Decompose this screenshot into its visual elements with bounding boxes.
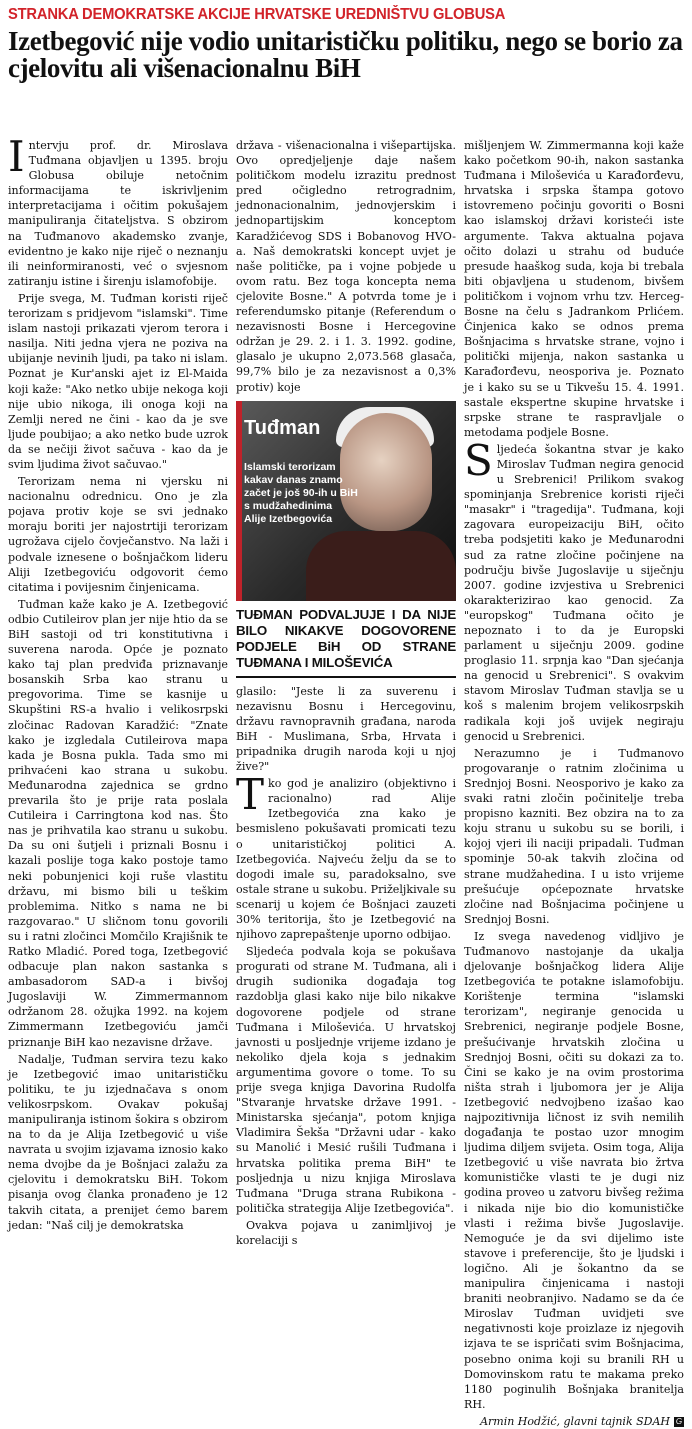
paragraph: Nadalje, Tuđman servira tezu kako je Izetbegović imao unitarističku politiku, te ju izjednačava s onom velikosrpskom. Ovakav pokušaj manipuliranja istinom šokira s obzirom na to da je Alija Izetbegović u više navrata u svojim izjavama iznosio kako nema dvojbe da je Bošnjaci zalažu za cjelovitu i demokratsku BiH. Tokom pisanja ovog članka pronađeno je 12 takvih citata, a prenijet ćemo barem jedan: "Naš cilj je demokratska [8,1052,228,1232]
dropcap: T [236,770,265,820]
headline: Izetbegović nije vodio unitarističku politiku, nego se borio za cjelovitu ali višenacionalnu BiH [8,26,683,83]
paragraph: mišljenjem W. Zimmermanna koji kaže kako početkom 90-ih, nakon sastanka Tuđmana i Miloševića u Karađorđevu, hrvatska i srpska štampa gotovo istovremeno počinju govoriti o Bosni kao islamskoj državi koristeći iste argumente. Takva aktualna pojava očito dolazi u strahu od buduće presude haaškog suda, koja bi trebala biti objavljena u studenom, bivšem političkom i vojnom vrhu tzv. Herceg-Bosne na čelu s Jadrankom Prlićem. Činjenica kako se odnos prema Bošnjacima s hrvatske strane, vojno i politički mijenja, nakon sastanka u Karađorđevu, neosporiva je. Poznato je i kako su se u Tikvešu 15. 4. 1991. sastale ekspertne skupine hrvatske i srpske strane te raspravljale o metodama podjele Bosne. [464,139,684,439]
paragraph: Tuđman kaže kako je A. Izetbegović odbio Cutileirov plan jer nije htio da se BiH sastoji od tri konstitutivna i suverena naroda. Opće je poznato kako taj plan predviđa priznavanje bosanskih Srba kao stranu u pregovorima. Time se kasnije u Skupštini RS-a hvalio i velikosrpski zločinac Radovan Karadžić: "Znate kako je izgledala Cutileirova mapa kada je Bosna pukla. Tada smo mi prihvaćeni kao strana u sukobu. Međunarodna zajednica se grdno prevarila što je prije rata poslala Cutileira i Carringtona kod nas. Što nas je prihvatila kao stranu u sukobu. Da su oni šutjeli i priznali Bosnu i kazali poslije toga kako postoje tamo neki pobunjenici koji ruše vlastitu državu, mi bismo bili u teškim problemima. Nitko s nama ne bi razgovarao." U sličnom tonu govorili su i ratni zločinci Momčilo Krajišnik te Ratko Mladić. Pored toga, Izetbegović odbacuje plan nakon sastanka s ambasadorom SAD-a i bivšoj Jugoslaviji W. Zimmermannom održanom 28. ožujka 1992. na kojem Zimmermann Izetbegoviću jamči priznanje BiH kao nezavisne države. [8,597,228,1049]
paragraph: država - višenacionalna i višepartijska. Ovo opredjeljenje daje našem političkom modelu izrazitu prednost pred očigledno retrogradnim, jednonacionalnim, jednovjerskim i jednopartijskim konceptom Karadžićevog SDS i Bobanovog HVO-a. Naš demokratski koncept uvjet je naše političke, pa i vojne pobjede u ovom ratu. Bez toga koncepta nema cjelovite Bosne." A potvrda tome je i referendumsko pitanje (Referendum o nezavisnosti Bosne i Hercegovine održan je 29. 2. i 1. 3. 1992. godine, glasalo je ukupno 2,073.568 glasača, 99,7% bilo je za nezavisnost a 0,3% protiv) koje [236,139,456,394]
paragraph: Tko god je analiziro (objektivno i racionalno) rad Alije Izetbegovića zna kako je besmisleno pokušavati promicati tezu o unitarističkoj politici A. Izetbegovića. Najveću želju da se to dogodi imale su, paradoksalno, sve ostale strane u sukobu. Priželjkivale su scenarij u kojem će Bošnjaci zauzeti 30% teritorija, što je Izetbegović na njihovo zaprepaštenje uporno odbijao. [236,770,456,942]
article-columns [8,132,684,1428]
paragraph: Prije svega, M. Tuđman koristi riječ terorizam s pridjevom "islamski". Time islam nastoji prikazati vjerom terora i nasilja. Niti jedna vjera ne poziva na ubijanje nevinih ljudi, pa tako ni islam. Poznat je Kur'anski ajet iz El-Maida koji kaže: "Ako netko ubije nekoga koji nije ubio nikoga, ili onoga koji na Zemlji nered ne čini - kao da je sve ljude poubijao; a ako netko bude uzrok da se nečiji život sačuva - kao da je svim ljudima život sačuvao." [8,291,228,471]
dropcap: S [464,435,493,485]
column-2 [236,138,456,1247]
magazine-cover-photo [236,401,456,601]
column-1 [8,132,228,1232]
photo-suit [306,531,456,601]
cover-caption: Islamski terorizam kakav danas znamo začet je još 90-ih u BiH s mudžahedinima Alije Izetbegovića [244,460,358,525]
paragraph: glasilo: "Jeste li za suverenu i nezavisnu Bosnu i Hercegovinu, državu ravnopravnih građana, naroda BiH - Muslimana, Srba, Hrvata i pripadnika drugih naroda koji u njoj žive?" [236,684,456,774]
paragraph: Sljedeća podvala koja se pokušava progurati od strane M. Tuđmana, ali i drugih sudionika događaja tog razdoblja glasi kako nije bilo nikakve dogovorene podjele od strane Tuđmana i Miloševića. U hrvatskoj javnosti u posljednje vrijeme izdano je nekoliko djela koja s jednakim argumentima govore o tome. To su prije svega knjiga Davorina Rudolfa "Stvaranje hrvatske države 1991. - Ministarska sjećanja", potom knjiga Vladimira Šekša "Državni udar - kako su Manolić i Mesić rušili Tuđmana i hrvatska politika prema BiH" te posljednja u nizu knjiga Miroslava Tuđmana "Druga strana Rubikona - politička strategija Alije Izetbegovića". [236,945,456,1215]
dropcap: I [8,132,25,181]
kicker: STRANKA DEMOKRATSKE AKCIJE HRVATSKE UREDNIŠTVU GLOBUSA [8,6,506,23]
magazine-logo-icon: G [675,1416,683,1426]
paragraph: Nerazumno je i Tuđmanovo progovaranje o ratnim zločinima u Srednjoj Bosni. Neosporivo je kako za svaki ratni zločin počinitelje treba propisno kazniti. Bez obzira na to za koju stranu u sukobu su se borili, i kojoj vjeri ili naciji pripadali. Tuđman spominje 50-ak takvih zločina od strane mudžahedina. I u isto vrijeme prešućuje općepoznate hrvatske zločine nad Bošnjacima počinjene u Srednjoj Bosni. [464,746,684,926]
paragraph: Intervju prof. dr. Miroslava Tuđmana objavljen u 1395. broju Globusa obiluje netočnim informacijama te iskrivljenim interpretacijama i očitim pokušajem manipuliranja čitateljstva. S obzirom na Tuđmanovo akademsko zvanje, evidentno je kako nije riječ o neznanju ili neinformiranosti, već o svjesnom zatiranju istine i širenju islamofobije. [8,132,228,288]
pullquote: TUĐMAN PODVALJUJE I DA NIJE BILO NIKAKVE DOGOVORENE PODJELE BiH OD STRANE TUĐMANA I MILOŠEVIĆA [236,605,456,678]
paragraph: Iz svega navedenog vidljivo je Tuđmanovo nastojanje da ukalja djelovanje bošnjačkog lidera Alije Izetbegovića te potakne islamofobiju. Korištenje termina "islamski terorizam", negiranje genocida u Srebrenici, negiranje podjele Bosne, prešućivanje hrvatskih zločina u Srednjoj Bosni, očiti su dokazi za to. Čini se kako je na ovim prostorima ništa strah i ljubomora jer je Alija Izetbegović nedvojbeno izašao kao najpozitivnija ličnost iz svih nemilih događanja te postao uzor mnogim ljudima diljem svijeta. Osim toga, Alija Izetbegović u više navrata bio žrtva komunističke vlasti te je dugi niz godina proveo u zatvoru bivšeg režima i nikada nije bio dio komunističke vlasti i režima bivše Jugoslavije. Nemoguće je da svi dijelimo iste stavove i preferencije, što je ljudski i logično. Ali je šokantno da se manipulira činjenicama i nastoji braniti neobranjivo. Nadamo se da će Miroslav Tuđman uvidjeti sve negativnosti koje proizlaze iz njegovih izjava te se ispričati svim Bošnjacima, posebno onima koji su branili RH u Domovinskom ratu te makama preko 1180 poginulih Bošnjaka branitelja RH. [464,929,684,1411]
cover-name: Tuđman [244,416,321,439]
paragraph: Terorizam nema ni vjersku ni nacionalnu odrednicu. Ono je zla pojava protiv koje se svi jednako moraju boriti jer najostrtiji terorizam ugrožava cijelo čovječanstvo. Na laži i podvale iznesene o bošnjačkom lideru Aliji Izetbegoviću odgovorit ćemo citatima i povijesnim činjenicama. [8,475,228,594]
paragraph: Ovakva pojava u zanimljivoj je korelaciji s [236,1218,456,1247]
author-signature: Armin Hodžić, glavni tajnik SDAH G [480,1414,683,1428]
column-3 [464,138,684,1428]
cover-stripe [236,401,242,601]
paragraph: Sljedeća šokantna stvar je kako Miroslav Tuđman negira genocid u Srebrenici! Prilikom svakog spominjanja Srebrenice koristi riječi "masakr" i "tragedija". Tuđmana, koji zagovara europeizaciju BiH, očito treba podsjetiti kako je Međunarodni sud za ratne zločine počinjene na području bivše Jugoslavije u siječnju 2007. godine izvjestiva u Srebrenici okarakterizirao kao genocid. Za "europskog" Tuđmana očito je nepoznato i to da je Europski parlament u siječnju 2009. godine proglasio 11. srpnja kao "Dan sjećanja na genocid u Srebrenici". S ovakvim stavom Miroslav Tuđman stavlja se u koš s malenim brojem velikosrpskih radikala koji još uvijek negiraju genocid u Srebrenici. [464,435,684,743]
